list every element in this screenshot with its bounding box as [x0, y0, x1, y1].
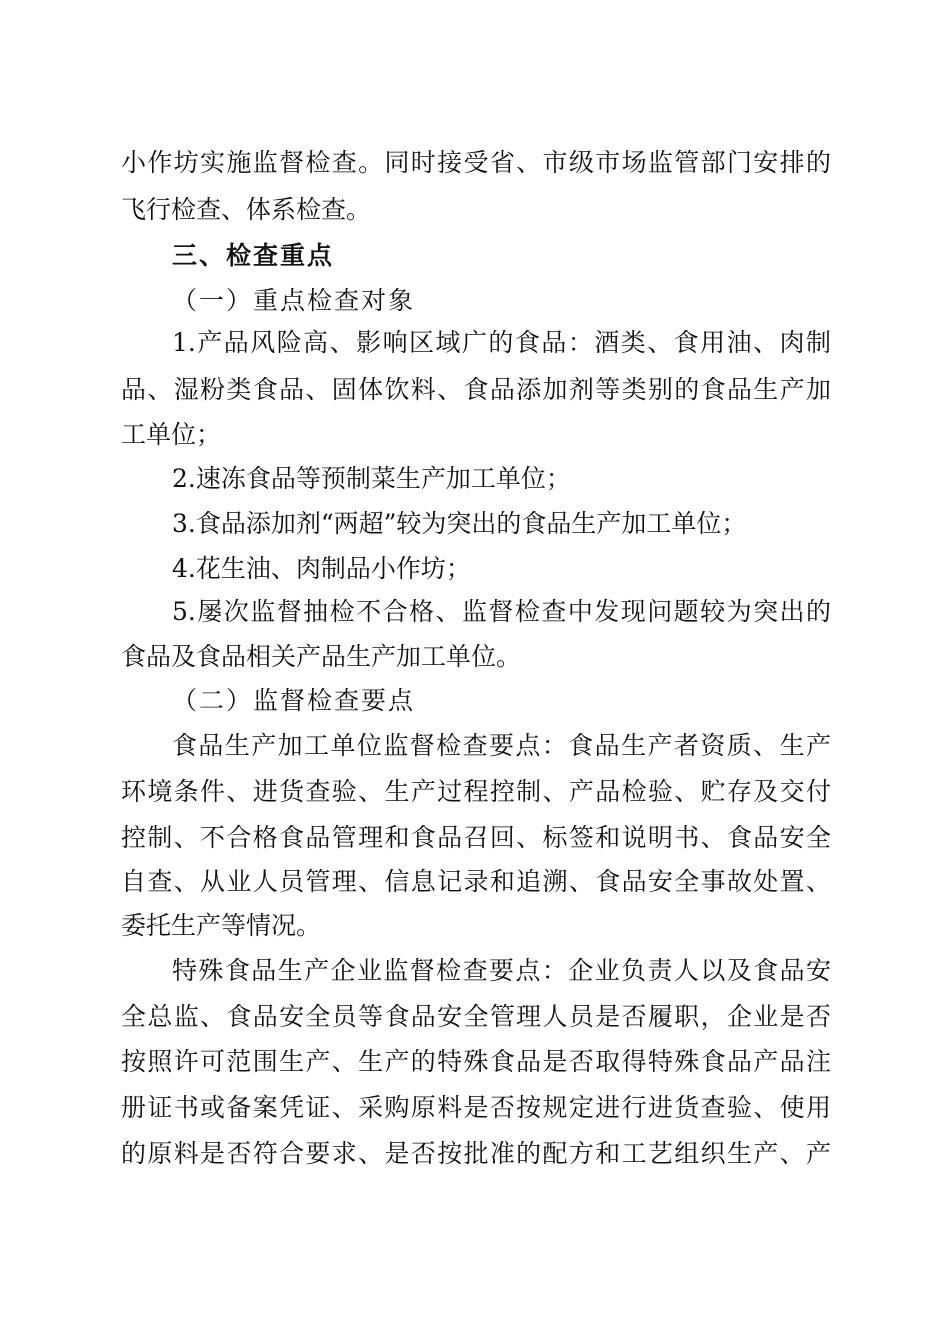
text-line: 全总监、食品安全员等食品安全管理人员是否履职，企业是否 [121, 1002, 831, 1031]
list-item: 1.产品风险高、影响区域广的食品：酒类、食用油、肉制 [172, 328, 831, 357]
text-line: 小作坊实施监督检查。同时接受省、市级市场监管部门安排的 [121, 148, 831, 177]
subsection-heading: （一）重点检查对象 [172, 286, 416, 315]
text-line: 食品及食品相关产品生产加工单位。 [121, 642, 522, 671]
paragraph-line: 特殊食品生产企业监督检查要点：企业负责人以及食品安 [172, 956, 831, 985]
list-item: 3.食品添加剂“两超”较为突出的食品生产加工单位； [172, 509, 747, 538]
text-line: 册证书或备案凭证、采购原料是否按规定进行进货查验、使用 [121, 1093, 831, 1122]
text-line: 控制、不合格食品管理和食品召回、标签和说明书、食品安全 [121, 823, 831, 852]
list-item: 4.花生油、肉制品小作坊； [172, 554, 471, 583]
paragraph-line: 食品生产加工单位监督检查要点：食品生产者资质、生产 [172, 731, 831, 760]
text-line: 环境条件、进货查验、生产过程控制、产品检验、贮存及交付 [121, 777, 831, 806]
list-item: 5.屡次监督抽检不合格、监督检查中发现问题较为突出的 [172, 597, 831, 626]
text-line: 按照许可范围生产、生产的特殊食品是否取得特殊食品产品注 [121, 1047, 831, 1076]
text-line: 工单位； [121, 420, 222, 449]
text-line: 委托生产等情况。 [121, 911, 322, 940]
text-line: 自查、从业人员管理、信息记录和追溯、食品安全事故处置、 [121, 867, 831, 896]
section-heading: 三、检查重点 [172, 241, 335, 270]
text-line: 品、湿粉类食品、固体饮料、食品添加剂等类别的食品生产加 [121, 375, 831, 404]
list-item: 2.速冻食品等预制菜生产加工单位； [172, 464, 571, 493]
text-line: 的原料是否符合要求、是否按批准的配方和工艺组织生产、产 [121, 1139, 831, 1168]
text-line: 飞行检查、体系检查。 [121, 195, 372, 224]
subsection-heading: （二）监督检查要点 [172, 686, 416, 715]
